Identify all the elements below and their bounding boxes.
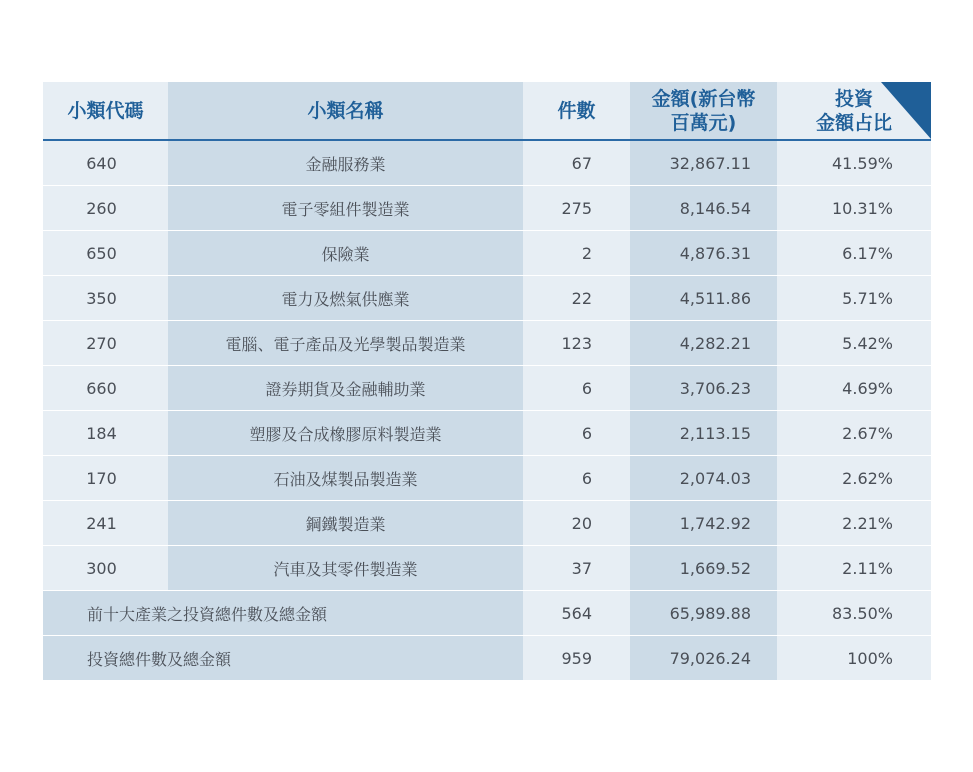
cell-name: 電力及燃氣供應業: [168, 276, 523, 321]
table-row: [43, 411, 931, 456]
total-share: 83.50%: [777, 591, 931, 636]
cell-count: 20: [523, 501, 630, 546]
investment-table: [43, 82, 931, 681]
cell-count: 6: [523, 411, 630, 456]
cell-count: 123: [523, 321, 630, 366]
header-share: [777, 82, 931, 140]
header-count: 件數: [523, 82, 630, 140]
header-share-line2: 金額占比: [815, 111, 892, 134]
cell-code: 300: [43, 546, 168, 591]
header-row: [43, 82, 931, 140]
cell-name: 鋼鐵製造業: [168, 501, 523, 546]
total-share: 100%: [777, 636, 931, 681]
cell-share: 4.69%: [777, 366, 931, 411]
cell-share: 6.17%: [777, 231, 931, 276]
cell-amount: 8,146.54: [630, 186, 777, 231]
total-count: 959: [523, 636, 630, 681]
cell-share: 2.62%: [777, 456, 931, 501]
cell-count: 6: [523, 456, 630, 501]
table-row: [43, 546, 931, 591]
cell-share: 5.42%: [777, 321, 931, 366]
cell-name: 金融服務業: [168, 140, 523, 186]
total-label: 投資總件數及總金額: [43, 636, 523, 681]
cell-name: 電子零組件製造業: [168, 186, 523, 231]
cell-code: 660: [43, 366, 168, 411]
cell-count: 6: [523, 366, 630, 411]
header-amount-line2: 百萬元): [670, 111, 737, 134]
cell-count: 67: [523, 140, 630, 186]
table-header: [43, 82, 931, 140]
cell-name: 塑膠及合成橡膠原料製造業: [168, 411, 523, 456]
cell-amount: 2,113.15: [630, 411, 777, 456]
total-amount: 79,026.24: [630, 636, 777, 681]
header-share-text: [816, 87, 892, 135]
total-label: 前十大產業之投資總件數及總金額: [43, 591, 523, 636]
cell-share: 2.21%: [777, 501, 931, 546]
cell-amount: 32,867.11: [630, 140, 777, 186]
cell-code: 640: [43, 140, 168, 186]
cell-share: 5.71%: [777, 276, 931, 321]
table-row: [43, 140, 931, 186]
table-row: [43, 321, 931, 366]
header-amount-line1: 金額(新台幣: [651, 87, 756, 110]
cell-share: 10.31%: [777, 186, 931, 231]
cell-name: 電腦、電子產品及光學製品製造業: [168, 321, 523, 366]
table-row: [43, 276, 931, 321]
cell-share: 41.59%: [777, 140, 931, 186]
table-row: [43, 186, 931, 231]
total-amount: 65,989.88: [630, 591, 777, 636]
table-row: [43, 456, 931, 501]
cell-code: 184: [43, 411, 168, 456]
cell-amount: 2,074.03: [630, 456, 777, 501]
cell-share: 2.67%: [777, 411, 931, 456]
cell-amount: 1,742.92: [630, 501, 777, 546]
cell-amount: 4,876.31: [630, 231, 777, 276]
cell-amount: 1,669.52: [630, 546, 777, 591]
cell-code: 350: [43, 276, 168, 321]
table-body: [43, 140, 931, 681]
cell-code: 270: [43, 321, 168, 366]
total-row-all: [43, 636, 931, 681]
cell-count: 2: [523, 231, 630, 276]
cell-name: 石油及煤製品製造業: [168, 456, 523, 501]
cell-name: 保險業: [168, 231, 523, 276]
header-share-line1: 投資: [834, 87, 873, 110]
cell-code: 170: [43, 456, 168, 501]
cell-code: 241: [43, 501, 168, 546]
cell-amount: 3,706.23: [630, 366, 777, 411]
cell-count: 37: [523, 546, 630, 591]
cell-share: 2.11%: [777, 546, 931, 591]
table-row: [43, 366, 931, 411]
table-row: [43, 231, 931, 276]
investment-table-container: [43, 82, 931, 681]
cell-code: 260: [43, 186, 168, 231]
cell-amount: 4,511.86: [630, 276, 777, 321]
header-name: 小類名稱: [168, 82, 523, 140]
total-row-top10: [43, 591, 931, 636]
cell-count: 22: [523, 276, 630, 321]
cell-name: 證券期貨及金融輔助業: [168, 366, 523, 411]
cell-code: 650: [43, 231, 168, 276]
header-code: 小類代碼: [43, 82, 168, 140]
cell-amount: 4,282.21: [630, 321, 777, 366]
cell-count: 275: [523, 186, 630, 231]
header-amount: [630, 82, 777, 140]
total-count: 564: [523, 591, 630, 636]
table-row: [43, 501, 931, 546]
cell-name: 汽車及其零件製造業: [168, 546, 523, 591]
